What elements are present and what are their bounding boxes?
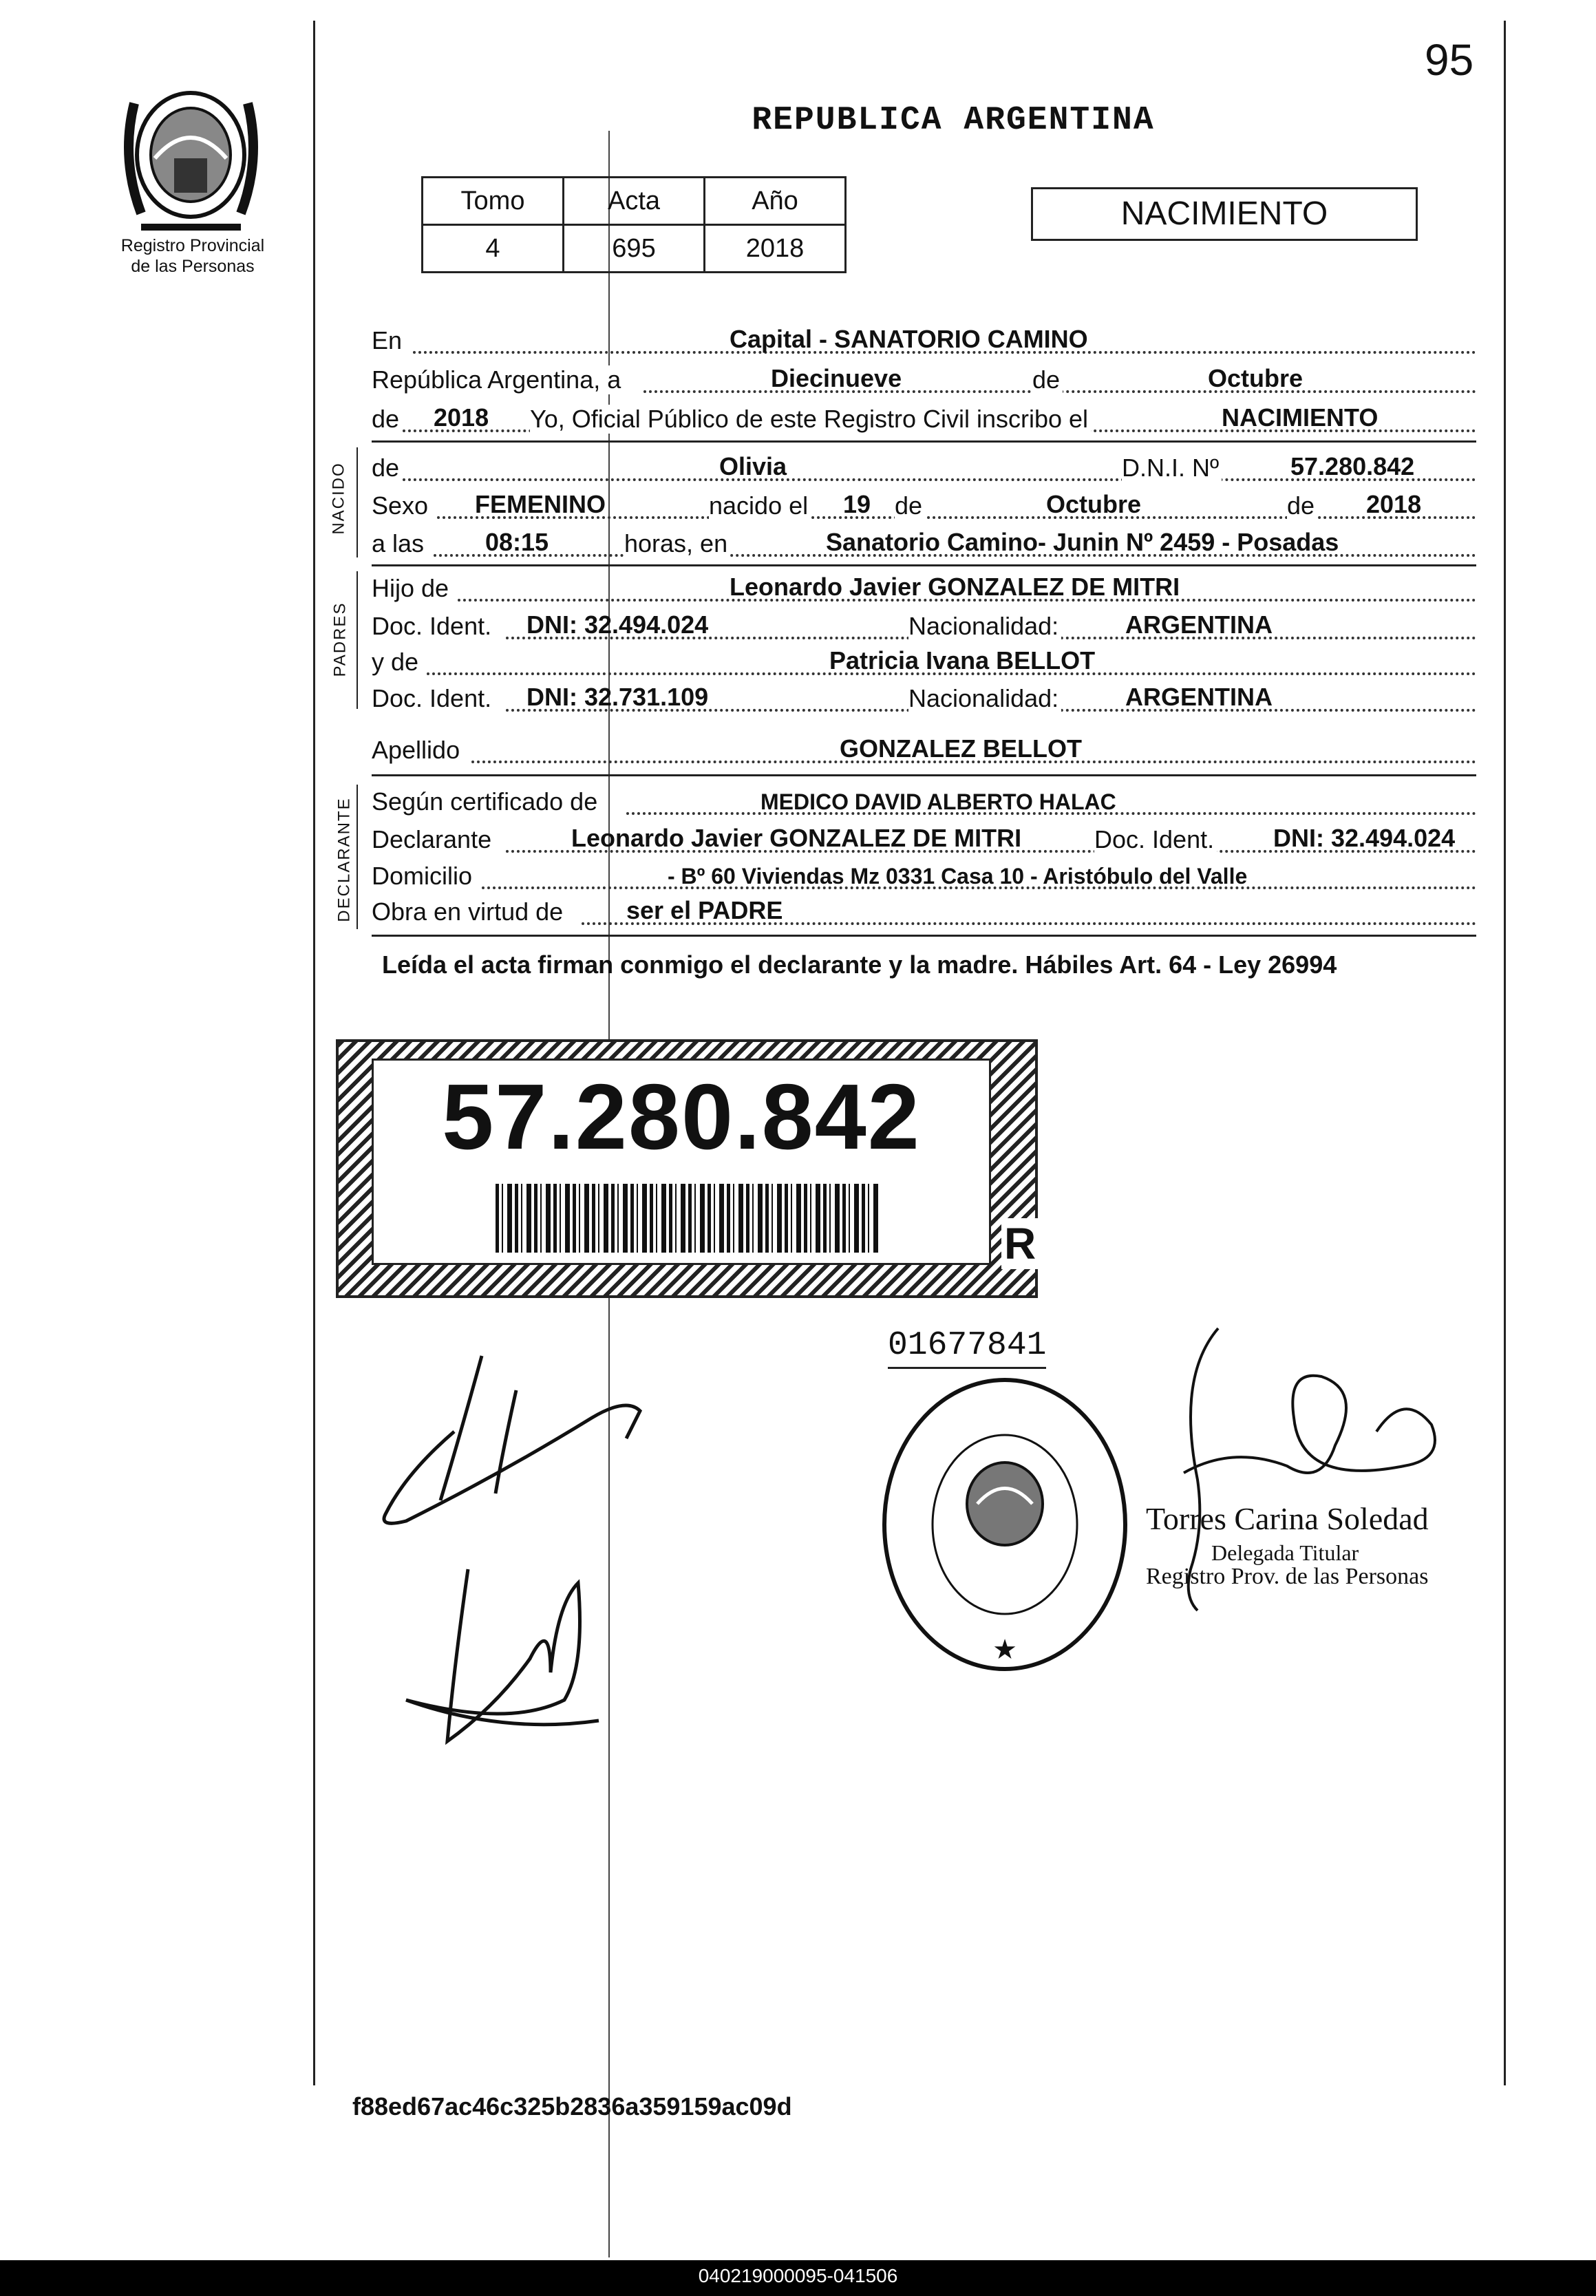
value-madre: Patricia Ivana BELLOT: [829, 646, 1096, 674]
official-office: Registro Prov. de las Personas: [1146, 1564, 1429, 1589]
row-yo: [372, 402, 1476, 438]
table-header-tomo: Tomo: [423, 178, 564, 225]
value-padre: Leonardo Javier GONZALEZ DE MITRI: [730, 573, 1180, 601]
value-mes: Octubre: [1208, 364, 1304, 392]
row-obra: [372, 895, 1476, 931]
issuer-caption-line1: Registro Provincial: [120, 236, 265, 255]
label-apellido: Apellido: [372, 736, 462, 765]
value-domicilio: - Bº 60 Viviendas Mz 0331 Casa 10 - Aristóbulo del Valle: [668, 864, 1248, 889]
left-margin-line: [313, 21, 315, 2085]
footer-code: 040219000095-041506: [698, 2265, 898, 2286]
label-nacionalidad-2: Nacionalidad:: [908, 684, 1061, 713]
page-number: 95: [1425, 35, 1474, 85]
label-declarante: Declarante: [372, 825, 494, 854]
record-type-box: NACIMIENTO: [1031, 187, 1418, 241]
value-nac-mes: Octubre: [1046, 490, 1142, 518]
control-number: 01677841: [888, 1327, 1046, 1369]
label-de-a: de: [895, 491, 925, 520]
row-certificado: [372, 785, 1476, 820]
province-coat-of-arms-logo: [114, 76, 268, 248]
label-de-nombre: de: [372, 454, 402, 482]
row-padre: [372, 571, 1476, 607]
official-role: Delegada Titular: [1211, 1540, 1359, 1565]
label-republica: República Argentina, a: [372, 365, 624, 394]
label-nacionalidad-1: Nacionalidad:: [908, 612, 1061, 641]
label-dni: D.N.I. Nº: [1122, 454, 1222, 482]
row-domicilio: [372, 859, 1476, 895]
table-value-anio: 2018: [705, 225, 846, 273]
closing-note: Leída el acta firman conmigo el declarante y la madre. Hábiles Art. 64 - Ley 26994: [382, 950, 1337, 979]
label-horas-en: horas, en: [624, 529, 730, 558]
row-republica: [372, 363, 1476, 398]
value-anio: 2018: [434, 403, 489, 432]
label-a-las: a las: [372, 529, 427, 558]
table-value-tomo: 4: [423, 225, 564, 273]
section-label-padres: PADRES: [330, 602, 350, 677]
section-bar-nacido: [357, 447, 358, 557]
value-obra: ser el PADRE: [626, 896, 783, 924]
svg-text:★: ★: [992, 1635, 1017, 1665]
value-sexo: FEMENINO: [475, 490, 606, 518]
section-label-nacido: NACIDO: [329, 462, 348, 535]
label-domicilio: Domicilio: [372, 862, 475, 891]
dni-sticker-letter: R: [1001, 1218, 1039, 1269]
document-hash: f88ed67ac46c325b2836a359159ac09d: [352, 2092, 792, 2120]
row-madre-doc: [372, 681, 1476, 717]
issuer-caption-line2: de las Personas: [131, 257, 255, 276]
issuer-caption: [89, 235, 296, 277]
section-divider: [372, 440, 1476, 443]
registry-table: [421, 176, 847, 273]
declarant-signature: [365, 1349, 723, 1555]
label-doc-ident-2: Doc. Ident.: [372, 684, 494, 713]
dni-sticker-number: 57.280.842: [442, 1065, 921, 1169]
row-sexo: [372, 489, 1476, 524]
table-header-acta: Acta: [564, 178, 705, 225]
section-bar-padres: [357, 571, 358, 709]
label-de: de: [1032, 365, 1063, 394]
label-obra: Obra en virtud de: [372, 897, 566, 926]
value-padre-doc: DNI: 32.494.024: [526, 610, 709, 639]
value-dni: 57.280.842: [1290, 452, 1415, 480]
row-declarante: [372, 822, 1476, 858]
label-y-de: y de: [372, 648, 421, 677]
row-padre-doc: [372, 609, 1476, 645]
label-de2: de: [372, 405, 402, 434]
row-madre: [372, 645, 1476, 681]
value-lugar: Capital - SANATORIO CAMINO: [730, 325, 1088, 353]
mother-signature: [392, 1562, 640, 1769]
section-divider: [372, 564, 1476, 566]
label-sexo: Sexo: [372, 491, 431, 520]
section-divider: [372, 935, 1476, 937]
country-title: REPUBLICA ARGENTINA: [752, 102, 1155, 139]
section-divider: [372, 774, 1476, 776]
barcode: [496, 1184, 881, 1253]
label-hijo-de: Hijo de: [372, 574, 451, 603]
value-nombre: Olivia: [719, 452, 787, 480]
value-madre-nac: ARGENTINA: [1125, 683, 1273, 711]
value-nac-dia: 19: [843, 490, 871, 518]
value-madre-doc: DNI: 32.731.109: [526, 683, 709, 711]
label-en: En: [372, 326, 405, 355]
value-declarante-doc: DNI: 32.494.024: [1273, 824, 1456, 852]
label-de-b: de: [1287, 491, 1317, 520]
official-name: Torres Carina Soledad: [1146, 1501, 1429, 1536]
value-dia: Diecinueve: [771, 364, 902, 392]
value-lugar-nac: Sanatorio Camino- Junin Nº 2459 - Posadas: [826, 528, 1339, 556]
section-bar-declarante: [357, 785, 358, 929]
value-nac-anio: 2018: [1366, 490, 1422, 518]
value-padre-nac: ARGENTINA: [1125, 610, 1273, 639]
row-apellido: [372, 733, 1476, 769]
value-certificado: MEDICO DAVID ALBERTO HALAC: [760, 789, 1116, 814]
row-en: [372, 323, 1476, 359]
right-margin-line: [1504, 21, 1506, 2085]
table-header-anio: Año: [705, 178, 846, 225]
label-nacido-el: nacido el: [709, 491, 811, 520]
value-hora: 08:15: [485, 528, 549, 556]
value-apellido: GONZALEZ BELLOT: [840, 734, 1082, 763]
official-signature: [1115, 1308, 1473, 1666]
row-nombre: [372, 451, 1476, 487]
section-label-declarante: DECLARANTE: [334, 797, 354, 922]
label-doc-ident-3: Doc. Ident.: [1094, 825, 1217, 854]
row-hora: [372, 527, 1476, 562]
value-declarante: Leonardo Javier GONZALEZ DE MITRI: [571, 824, 1022, 852]
label-yo: Yo, Oficial Público de este Registro Civil inscribo el: [530, 405, 1091, 434]
label-doc-ident-1: Doc. Ident.: [372, 612, 494, 641]
label-segun: Según certificado de: [372, 787, 600, 816]
registry-stamp: [874, 1370, 1136, 1679]
table-value-acta: 695: [564, 225, 705, 273]
value-tipo: NACIMIENTO: [1222, 403, 1379, 432]
